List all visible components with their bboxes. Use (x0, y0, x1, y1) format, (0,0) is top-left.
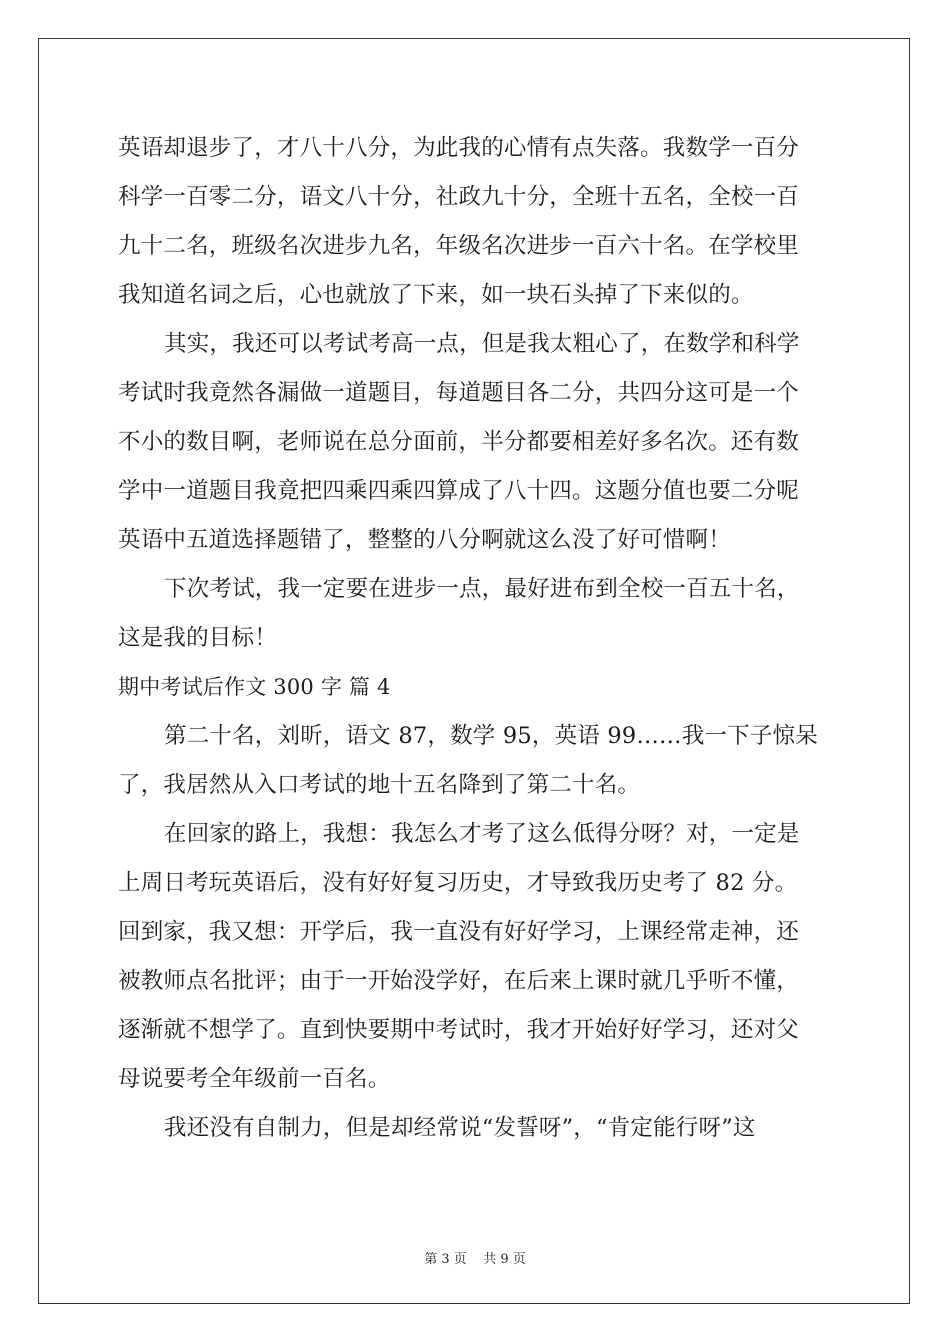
text-line: 我知道名词之后，心也就放了下来，如一块石头掉了下来似的。 (118, 282, 754, 308)
text-line: 被教师点名批评；由于一开始没学好，在后来上课时就几乎听不懂， (118, 968, 800, 994)
text-line: 科学一百零二分，语文八十分，社政九十分，全班十五名，全校一百 (118, 184, 800, 210)
text-line: 英语中五道选择题错了，整整的八分啊就这么没了好可惜啊！ (118, 527, 731, 553)
text-line: 逐渐就不想学了。直到快要期中考试时，我才开始好好学习，还对父 (118, 1017, 800, 1043)
text-line: 九十二名，班级名次进步九名，年级名次进步一百六十名。在学校里 (118, 233, 800, 259)
paragraph-start: 其实，我还可以考试考高一点，但是我太粗心了，在数学和科学 (164, 331, 800, 357)
page-footer (0, 1248, 950, 1267)
text-line: 母说要考全年级前一百名。 (118, 1066, 391, 1092)
text-line: 这是我的目标！ (118, 625, 277, 651)
text-line: 不小的数目啊，老师说在总分面前，半分都要相差好多名次。还有数 (118, 429, 800, 455)
paragraph-start: 在回家的路上，我想：我怎么才考了这么低得分呀？对，一定是 (164, 821, 800, 847)
paragraph-start: 我还没有自制力，但是却经常说“发誓呀”，“肯定能行呀”这 (164, 1115, 756, 1141)
text-line: 回到家，我又想：开学后，我一直没有好好学习，上课经常走神，还 (118, 919, 800, 945)
text-line: 了，我居然从入口考试的地十五名降到了第二十名。 (118, 772, 641, 798)
section-heading: 期中考试后作文 300 字 篇 4 (118, 675, 391, 699)
text-line: 考试时我竟然各漏做一道题目，每道题目各二分，共四分这可是一个 (118, 380, 800, 406)
page-number: 第 3 页 (424, 1252, 467, 1267)
paragraph-start: 第二十名，刘昕，语文 87，数学 95，英语 99……我一下子惊呆 (164, 723, 818, 749)
page-total: 共 9 页 (483, 1252, 526, 1267)
text-line: 上周日考玩英语后，没有好好复习历史，才导致我历史考了 82 分。 (118, 870, 798, 896)
text-line: 学中一道题目我竟把四乘四乘四算成了八十四。这题分值也要二分呢 (118, 478, 800, 504)
text-line: 英语却退步了，才八十八分，为此我的心情有点失落。我数学一百分 (118, 135, 800, 161)
document-body (118, 124, 838, 1153)
paragraph-start: 下次考试，我一定要在进步一点，最好进布到全校一百五十名， (164, 576, 800, 602)
